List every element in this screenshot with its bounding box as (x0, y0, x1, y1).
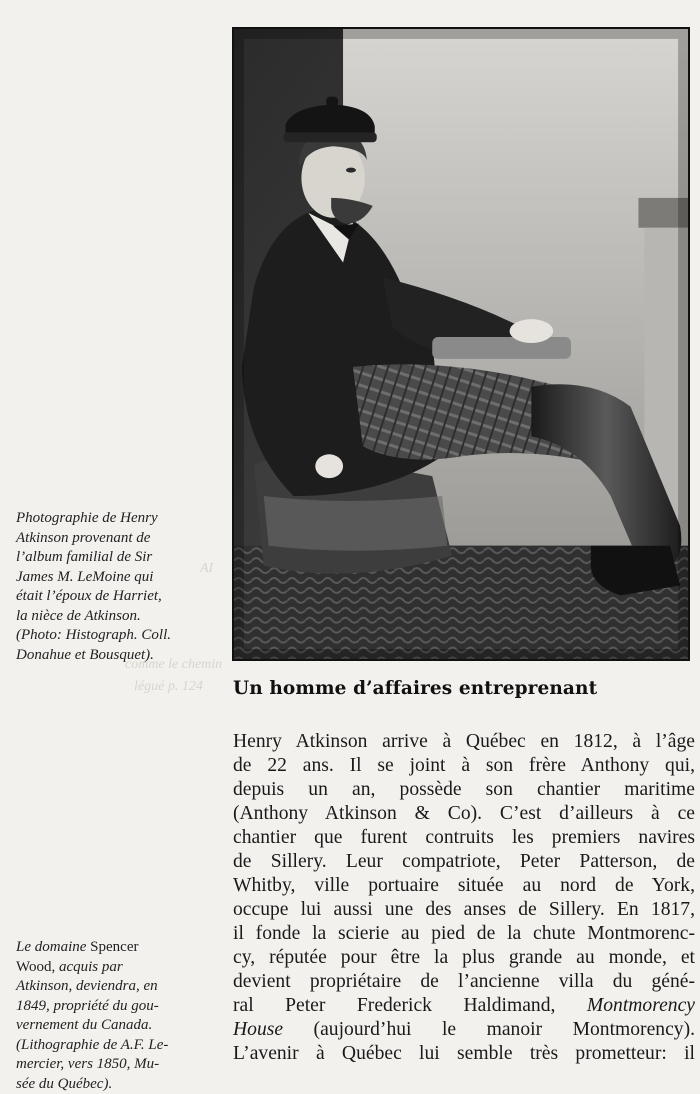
bleed-through-mark: comme le chemin (125, 656, 222, 674)
caption-line: mercier, vers 1850, Mu- (16, 1055, 206, 1075)
caption-line: (Lithographie de A.F. Le- (16, 1036, 206, 1056)
caption-italic-text: acquis par (59, 959, 123, 975)
body-line: L’avenir à Québec lui semble très prometteur: il (233, 1042, 695, 1066)
body-line: de Sillery. Leur compatriote, Peter Patterson, de (233, 850, 695, 874)
body-line: Henry Atkinson arrive à Québec en 1812, à l’âge (233, 730, 695, 754)
caption-line: Atkinson provenant de (16, 529, 206, 549)
body-line: cy, réputée pour être la plus grande au monde, et (233, 946, 695, 970)
portrait-photograph (232, 27, 690, 661)
caption-line: Donahue et Bousquet). (16, 646, 206, 666)
body-text-run: ral Peter Frederick Haldimand, (233, 995, 555, 1016)
caption-line: Atkinson, deviendra, en (16, 977, 206, 997)
caption-line: Photographie de Henry (16, 509, 206, 529)
body-line: occupe lui aussi une des anses de Sillery. En 1817, (233, 898, 695, 922)
caption-upright-text: Spencer (90, 939, 138, 955)
historical-portrait-photo-icon (234, 29, 688, 659)
body-line: (Anthony Atkinson & Co). C’est d’ailleurs à ce (233, 802, 695, 826)
caption-line: James M. LeMoine qui (16, 568, 206, 588)
body-italic-run: House (233, 1019, 283, 1040)
caption-upright-text: Wood, (16, 959, 55, 975)
caption-line: vernement du Canada. (16, 1016, 206, 1036)
photo-caption (16, 509, 206, 665)
body-line: Whitby, ville portuaire située au nord de York, (233, 874, 695, 898)
caption-line: 1849, propriété du gou- (16, 997, 206, 1017)
body-line: devient propriétaire de l’ancienne villa du géné- (233, 970, 695, 994)
caption-italic-text: Le domaine (16, 939, 86, 955)
caption-line: la nièce de Atkinson. (16, 607, 206, 627)
bleed-through-mark: AI (200, 560, 213, 578)
body-line: chantier que furent contruits les premiers navires (233, 826, 695, 850)
caption-line: l’album familial de Sir (16, 548, 206, 568)
article-body (233, 730, 695, 1066)
body-italic-run: Montmorency (587, 995, 695, 1016)
caption-line (16, 938, 206, 958)
caption-line: était l’époux de Harriet, (16, 587, 206, 607)
body-line: de 22 ans. Il se joint à son frère Anthony qui, (233, 754, 695, 778)
lithograph-caption (16, 938, 206, 1094)
body-line: depuis un an, possède son chantier maritime (233, 778, 695, 802)
body-line (233, 1018, 695, 1042)
caption-line: sée du Québec). (16, 1075, 206, 1094)
body-line: il fonde la scierie au pied de la chute Montmorenc- (233, 922, 695, 946)
bleed-through-mark: légué p. 124 (134, 678, 203, 696)
caption-line (16, 958, 206, 978)
caption-line: (Photo: Histograph. Coll. (16, 626, 206, 646)
body-line (233, 994, 695, 1018)
body-text-run: (aujourd’hui le manoir Montmorency). (283, 1019, 695, 1040)
section-heading: Un homme d’affaires entreprenant (233, 678, 597, 699)
